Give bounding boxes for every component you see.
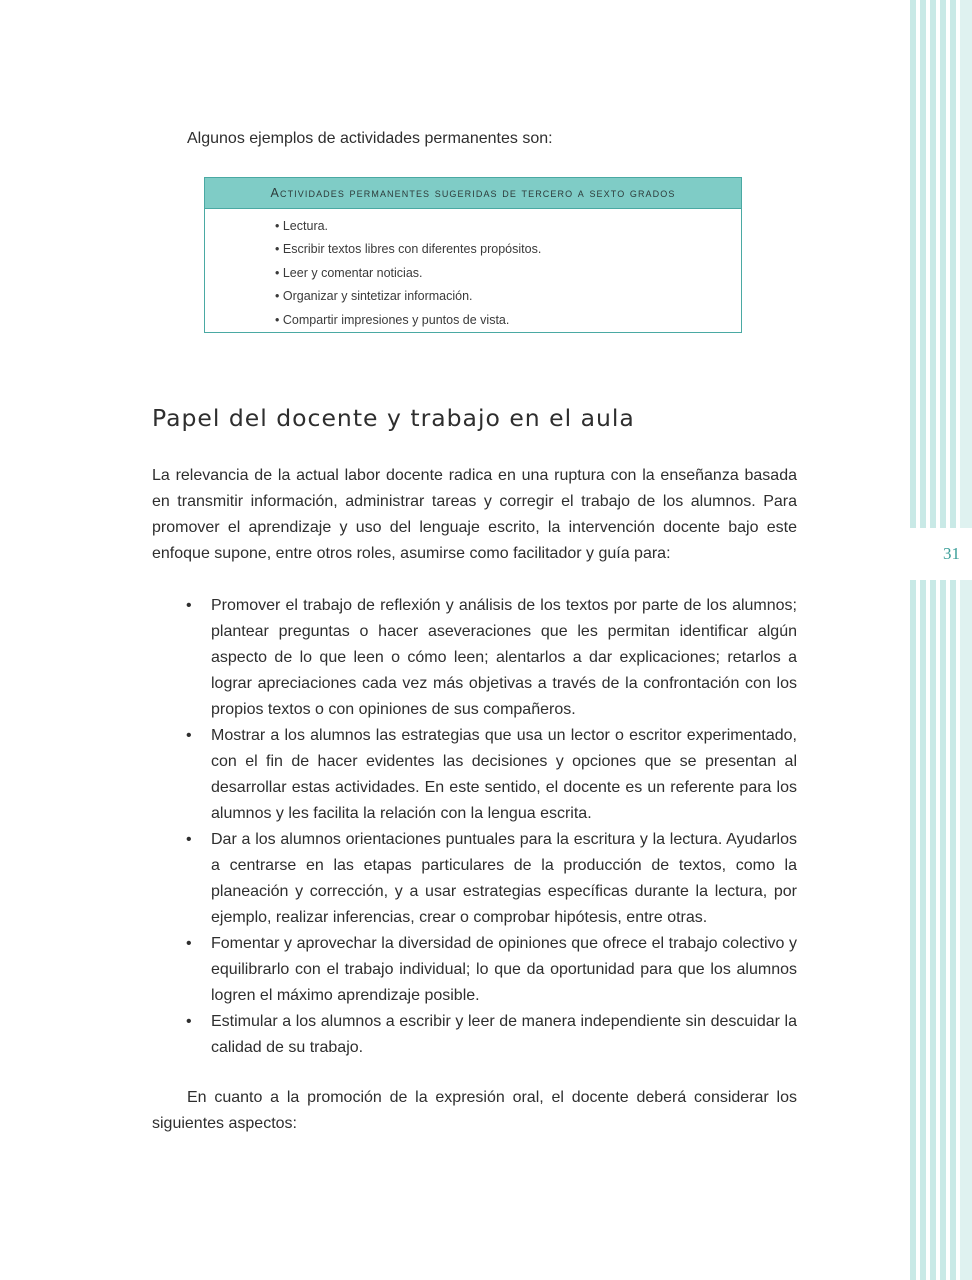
bullet-icon: • <box>186 1013 192 1030</box>
teacher-roles-list <box>152 593 797 1061</box>
activity-item: • Organizar y sintetizar información. <box>275 285 741 308</box>
page-number-area <box>910 528 972 580</box>
paragraph-2: En cuanto a la promoción de la expresión oral, el docente deberá considerar los siguientes aspectos: <box>152 1089 797 1132</box>
bullet-icon: • <box>186 727 192 744</box>
list-item <box>152 723 797 827</box>
list-item <box>152 827 797 931</box>
bullet-icon: • <box>186 831 192 848</box>
list-item <box>152 1009 797 1061</box>
section-title: Papel del docente y trabajo en el aula <box>152 404 635 432</box>
activity-item: • Leer y comentar noticias. <box>275 262 741 285</box>
intro-text: Algunos ejemplos de actividades permanentes son: <box>187 130 553 147</box>
list-item-text: Fomentar y aprovechar la diversidad de opiniones que ofrece el trabajo colectivo y equilibrarlo con el trabajo individual; lo que da oportunidad para que los alumnos logren el máximo aprendizaje posible. <box>211 935 797 1004</box>
decorative-side-stripes <box>910 0 972 1280</box>
activity-item: • Lectura. <box>275 215 741 238</box>
activity-item: • Escribir textos libres con diferentes propósitos. <box>275 238 741 261</box>
list-item-text: Mostrar a los alumnos las estrategias que usa un lector o escritor experimentado, con el fin de hacer evidentes las decisiones y opciones que se presentan al desarrollar estas actividades. En este sentido, el docente es un referente para los alumnos y les facilita la relación con la lengua escrita. <box>211 727 797 822</box>
list-item <box>152 593 797 723</box>
activity-item: • Compartir impresiones y puntos de vista. <box>275 309 741 332</box>
list-item-text: Dar a los alumnos orientaciones puntuales para la escritura y la lectura. Ayudarlos a centrarse en las etapas particulares de la producción de textos, como la planeación y corrección, y a usar estrategias específicas durante la lectura, por ejemplo, realizar inferencias, crear o comprobar hipótesis, entre otras. <box>211 831 797 926</box>
paragraph-1: La relevancia de la actual labor docente radica en una ruptura con la enseñanza basada en transmitir información, administrar tareas y corregir el trabajo de los alumnos. Para promover el aprendizaje y uso del lenguaje escrito, la intervención docente bajo este enfoque supone, entre otros roles, asumirse como facilitador y guía para: <box>152 467 797 562</box>
bullet-icon: • <box>186 597 192 614</box>
activities-box-title: Actividades permanentes sugeridas de tercero a sexto grados <box>205 178 741 209</box>
list-item-text: Estimular a los alumnos a escribir y leer de manera independiente sin descuidar la calidad de su trabajo. <box>211 1013 797 1056</box>
list-item-text: Promover el trabajo de reflexión y análisis de los textos por parte de los alumnos; plantear preguntas o hacer aseveraciones que les permitan identificar algún aspecto de lo que leen o cómo leen; alentarlos a dar explicaciones; retarlos a lograr apreciaciones cada vez más objetivas a través de la confrontación con los propios textos o con opiniones de sus compañeros. <box>211 597 797 718</box>
activities-box <box>204 177 742 333</box>
page-number: 31 <box>943 544 960 563</box>
activities-list <box>205 209 741 332</box>
list-item <box>152 931 797 1009</box>
bullet-icon: • <box>186 935 192 952</box>
